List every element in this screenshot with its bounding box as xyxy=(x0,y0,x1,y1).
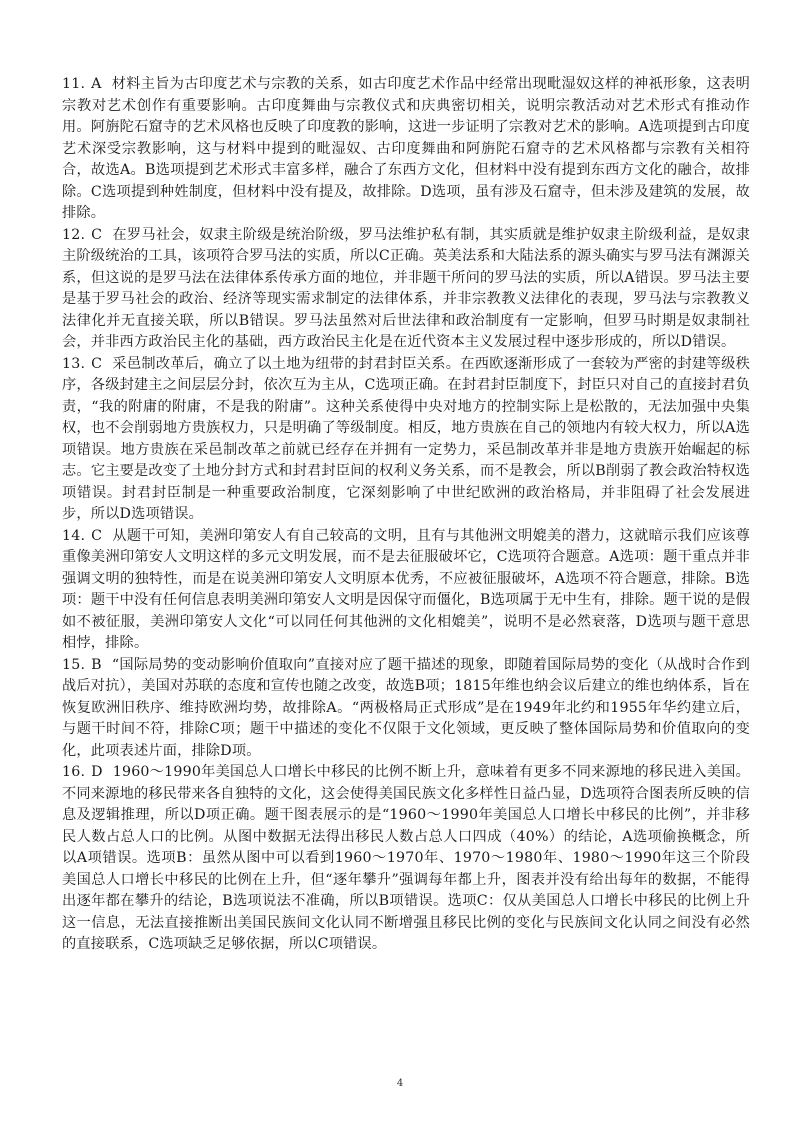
answer-number: 14. xyxy=(62,527,86,544)
answer-14 xyxy=(62,526,750,655)
answer-number: 11. xyxy=(62,76,86,92)
answer-16 xyxy=(62,762,750,956)
answer-explanation: 在罗马社会，奴隶主阶级是统治阶级，罗马法维护私有制，其实质就是维护奴隶主阶级利益，是奴隶主阶级统治的工具，该项符合罗马法的实质，所以C正确。英美法系和大陆法系的源头确实与罗马法有渊源关系，但这说的是罗马法在法律体系传承方面的地位，并非题干所问的罗马法的实质，所以A错误。罗马法主要是基于罗马社会的政治、经济等现实需求制定的法律体系，并非宗教教义法律化的表现，罗马法与宗教教义法律化并无直接关联，所以B错误。罗马法虽然对后世法律和政治制度有一定影响，但罗马时期是奴隶制社会，并非西方政治民主化的基础，西方政治民主化是在近代资本主义发展过程中逐步形成的，所以D错误。 xyxy=(62,226,750,350)
answer-key: C xyxy=(91,527,103,544)
answer-12 xyxy=(62,225,750,354)
answer-number: 15. xyxy=(62,656,86,673)
answer-11 xyxy=(62,74,750,225)
answer-13 xyxy=(62,354,750,526)
answer-number: 16. xyxy=(62,764,86,780)
page-number: 4 xyxy=(396,1078,404,1089)
answer-key: C xyxy=(91,226,103,243)
answer-list xyxy=(62,74,750,956)
answer-key: D xyxy=(91,764,103,780)
answer-explanation: 从题干可知，美洲印第安人有自己较高的文明，且有与其他洲文明媲美的潜力，这就暗示我们应该尊重像美洲印第安人文明这样的多元文明发展，而不是去征服破坏它，C选项符合题意。A选项：题干重点并非强调文明的独特性，而是在说美洲印第安人文明原本优秀，不应被征服破坏，A选项不符合题意，排除。B选项：题干中没有任何信息表明美洲印第安人文明是因保守而僵化，B选项属于无中生有，排除。题干说的是假如不被征服，美洲印第安人文化“可以同任何其他洲的文化相媲美”，说明不是必然衰落，D选项与题干意思相悖，排除。 xyxy=(62,527,750,651)
answer-explanation: 1960～1990年美国总人口增长中移民的比例不断上升，意味着有更多不同来源地的移民进入美国。不同来源地的移民带来各自独特的文化，这会使得美国民族文化多样性日益凸显，D选项符合图表所反映的信息及逻辑推理，所以D项正确。题干图表展示的是“1960～1990年美国总人口增长中移民的比例”，并非移民人数占总人口的比例。从图中数据无法得出移民人数占总人口四成（40%）的结论，A选项偷换概念，所以A项错误。选项B：虽然从图中可以看到1960～1970年、1970～1980年、1980～1990年这三个阶段美国总人口增长中移民的比例在上升，但“逐年攀升”强调每年都上升，图表并没有给出每年的数据，不能得出逐年都在攀升的结论，B选项说法不准确，所以B项错误。选项C：仅从美国总人口增长中移民的比例上升这一信息，无法直接推断出美国民族间文化认同不断增强且移民比例的变化与民族间文化认同之间没有必然的直接联系，C选项缺乏足够依据，所以C项错误。 xyxy=(62,764,750,952)
answer-key: A xyxy=(91,76,102,92)
answer-explanation: 材料主旨为古印度艺术与宗教的关系，如古印度艺术作品中经常出现毗湿奴这样的神祇形象，这表明宗教对艺术创作有重要影响。古印度舞曲与宗教仪式和庆典密切相关，说明宗教活动对艺术形式有推动作用。阿旃陀石窟寺的艺术风格也反映了印度教的影响，这进一步证明了宗教对艺术的影响。A选项提到古印度艺术深受宗教影响，这与材料中提到的毗湿奴、古印度舞曲和阿旃陀石窟寺的艺术风格都与宗教有关相符合，故选A。B选项提到艺术形式丰富多样，融合了东西方文化，但材料中没有提到东西方文化的融合，故排除。C选项提到种姓制度，但材料中没有提及，故排除。D选项，虽有涉及石窟寺，但未涉及建筑的发展，故排除。 xyxy=(62,76,750,221)
answer-key: B xyxy=(91,656,102,673)
answer-explanation: “国际局势的变动影响价值取向”直接对应了题干描述的现象，即随着国际局势的变化（从战时合作到战后对抗），美国对苏联的态度和宣传也随之改变，故选B项；1815年维也纳会议后建立的维也纳体系，旨在恢复欧洲旧秩序、维持欧洲均势，故排除A。“两极格局正式形成”是在1949年北约和1955年华约建立后，与题干时间不符，排除C项；题干中描述的变化不仅限于文化领域，更反映了整体国际局势和价值取向的变化，此项表述片面，排除D项。 xyxy=(62,656,750,759)
answer-15 xyxy=(62,655,750,763)
answer-explanation: 采邑制改革后，确立了以土地为纽带的封君封臣关系。在西欧逐渐形成了一套较为严密的封建等级秩序，各级封建主之间层层分封，依次互为主从，C选项正确。在封君封臣制度下，封臣只对自己的直接封君负责，“我的附庸的附庸，不是我的附庸”。这种关系使得中央对地方的控制实际上是松散的，无法加强中央集权，也不会削弱地方贵族权力，只是明确了等级制度。相反，地方贵族在自己的领地内有较大权力，所以A选项错误。地方贵族在采邑制改革之前就已经存在并拥有一定势力，采邑制改革并非是地方贵族开始崛起的标志。它主要是改变了土地分封方式和封君封臣间的权利义务关系，而不是教会，所以B削弱了教会政治特权选项错误。封君封臣制是一种重要政治制度，它深刻影响了中世纪欧洲的政治格局，并非阻碍了社会发展进步，所以D选项错误。 xyxy=(62,355,750,522)
answer-key: C xyxy=(91,355,103,372)
answer-number: 12. xyxy=(62,226,86,243)
answer-number: 13. xyxy=(62,355,86,372)
